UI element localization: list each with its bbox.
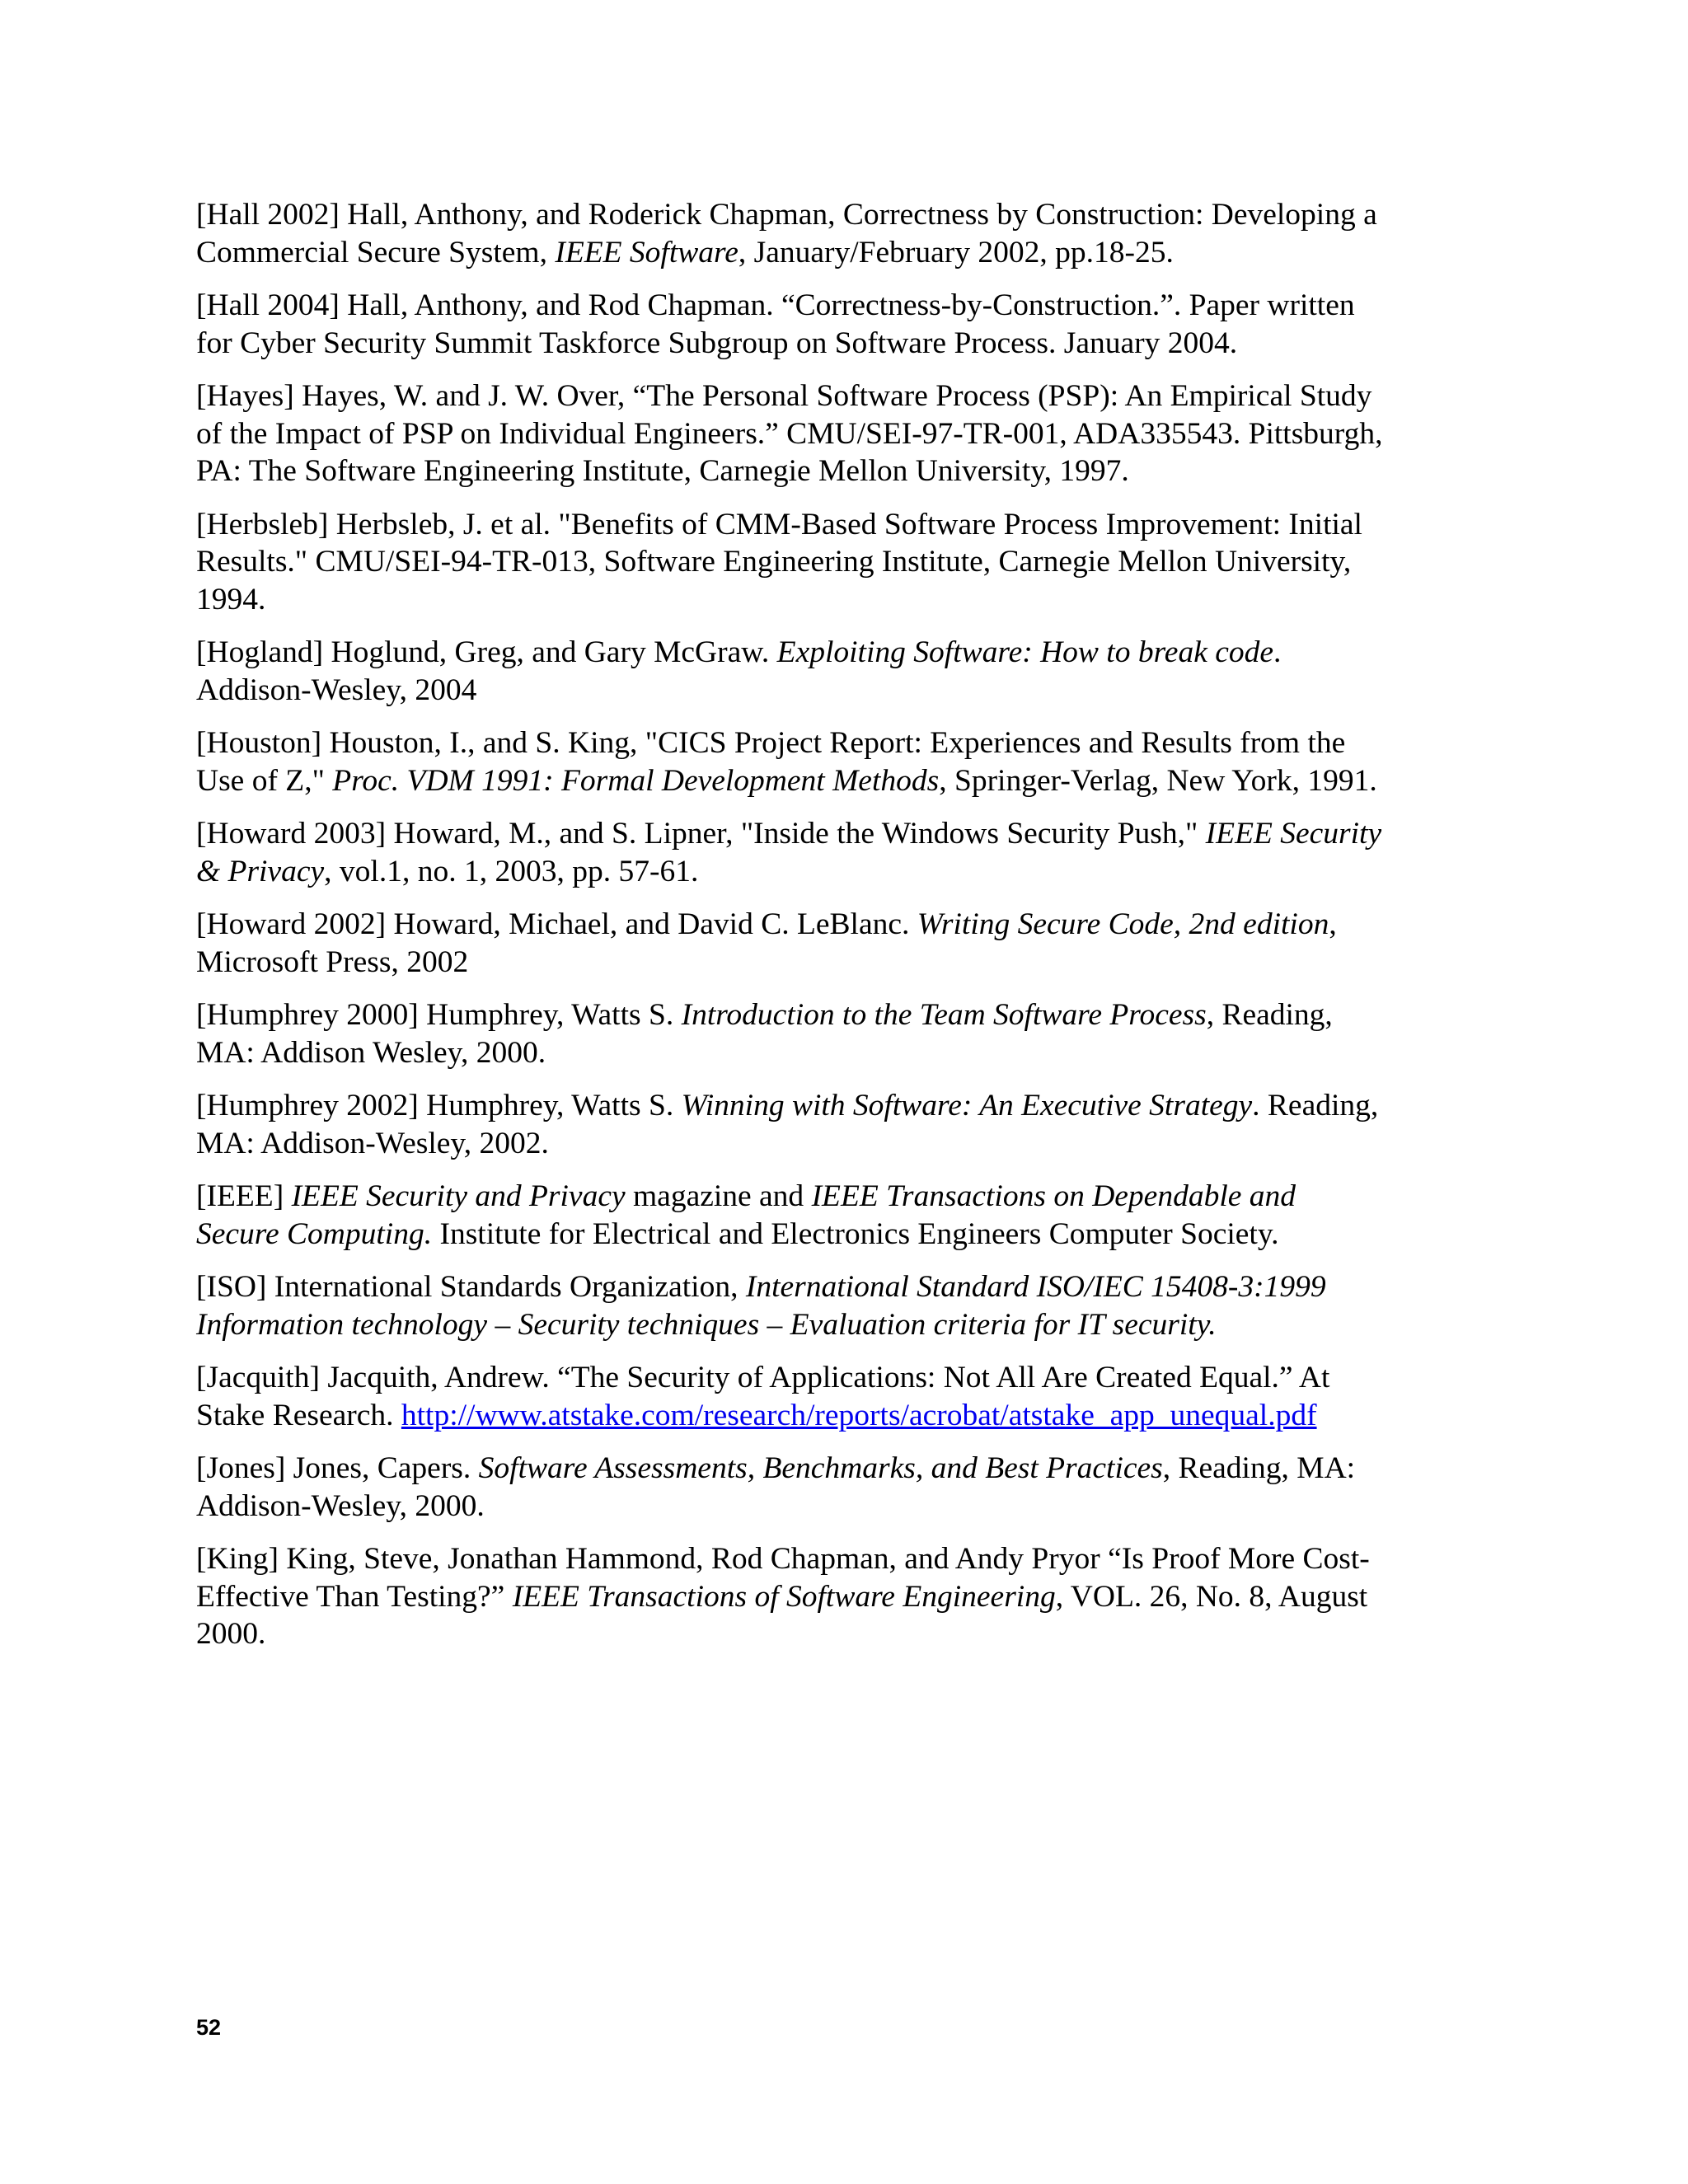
reference-text: [Howard 2003] Howard, M., and S. Lipner, "Inside the Windows Security Push," [196, 817, 1206, 851]
ref-howard-2002 [196, 906, 1383, 981]
ref-hall-2002 [196, 196, 1383, 271]
ref-jacquith [196, 1359, 1383, 1434]
reference-text: [IEEE] [196, 1179, 292, 1213]
ref-ieee [196, 1178, 1383, 1253]
ref-humphrey-2000 [196, 996, 1383, 1071]
reference-text: , Reading, MA: Addison Wesley, 2000. [196, 998, 1333, 1070]
reference-italic-text: IEEE Software [555, 235, 738, 269]
ref-iso [196, 1268, 1383, 1343]
reference-text: [Jones] Jones, Capers. [196, 1451, 479, 1485]
reference-italic-text: IEEE Transactions of Software Engineering [512, 1579, 1056, 1614]
reference-text: , Reading, MA: Addison-Wesley, 2000. [196, 1451, 1356, 1523]
page-number: 52 [196, 2015, 222, 2040]
ref-hayes [196, 377, 1383, 490]
reference-text: , vol.1, no. 1, 2003, pp. 57-61. [324, 854, 699, 888]
reference-italic-text: IEEE Security & Privacy [196, 817, 1382, 888]
reference-text: [Humphrey 2002] Humphrey, Watts S. [196, 1089, 682, 1122]
reference-italic-text: Software Assessments, Benchmarks, and Best Practices [478, 1451, 1163, 1485]
reference-italic-text: Exploiting Software: How to break code [776, 635, 1273, 669]
reference-text: , Springer-Verlag, New York, 1991. [939, 763, 1377, 798]
reference-text: [Howard 2002] Howard, Michael, and David C. LeBlanc. [196, 907, 917, 941]
reference-text: [Humphrey 2000] Humphrey, Watts S. [196, 998, 682, 1032]
reference-text: . Addison-Wesley, 2004 [196, 635, 1282, 707]
reference-text: , Microsoft Press, 2002 [196, 907, 1337, 979]
ref-hall-2004 [196, 287, 1383, 362]
reference-italic-text: Writing Secure Code, 2nd edition [917, 907, 1329, 941]
reference-list [196, 196, 1383, 1669]
reference-italic-text: Proc. VDM 1991: Formal Development Methods [332, 763, 940, 798]
ref-herbsleb [196, 506, 1383, 619]
ref-humphrey-2002 [196, 1087, 1383, 1162]
ref-houston [196, 724, 1383, 799]
reference-italic-text: Introduction to the Team Software Process [681, 998, 1207, 1032]
reference-text: Institute for Electrical and Electronics Engineers Computer Society. [432, 1216, 1279, 1251]
reference-text: [Hall 2004] Hall, Anthony, and Rod Chapman. “Correctness-by-Construction.”. Paper written for Cyber Security Summit Taskforce Subgroup on Software Process. January 2004. [196, 288, 1355, 360]
reference-text: magazine and [625, 1179, 812, 1213]
reference-italic-text: Winning with Software: An Executive Strategy [681, 1089, 1253, 1122]
ref-jones [196, 1450, 1383, 1525]
ref-hogland [196, 634, 1383, 709]
reference-text: [Hall 2002] Hall, Anthony, and Roderick Chapman, Correctness by Construction: Developing a Commercial Secure System, [196, 198, 1377, 269]
reference-italic-text: IEEE Transactions on Dependable and Secure Computing. [196, 1179, 1296, 1251]
reference-text: [Houston] Houston, I., and S. King, "CICS Project Report: Experiences and Results from the Use of Z," [196, 726, 1346, 798]
reference-italic-text: International Standard ISO/IEC 15408-3:1999 Information technology – Security techniques – Evaluation criteria for IT security. [196, 1270, 1326, 1342]
reference-text: [Hogland] Hoglund, Greg, and Gary McGraw. [196, 635, 777, 669]
reference-text: [Hayes] Hayes, W. and J. W. Over, “The Personal Software Process (PSP): An Empirical Study of the Impact of PSP on Individual Engineers.” CMU/SEI-97-TR-001, ADA335543. Pittsburgh, PA: The Software Engineering Institute, Carnegie Mellon University, 1997. [196, 379, 1383, 488]
reference-text: , January/February 2002, pp.18-25. [738, 235, 1174, 269]
reference-italic-text: IEEE Security and Privacy [291, 1179, 626, 1213]
reference-text: [Jacquith] Jacquith, Andrew. “The Security of Applications: Not All Are Created Equal.” At Stake Research. [196, 1361, 1330, 1432]
reference-link[interactable]: http://www.atstake.com/research/reports/acrobat/atstake_app_unequal.pdf [401, 1398, 1317, 1432]
reference-text: [King] King, Steve, Jonathan Hammond, Rod Chapman, and Andy Pryor “Is Proof More Cost-Effective Than Testing?” [196, 1542, 1370, 1614]
ref-howard-2003 [196, 815, 1383, 890]
reference-text: . Reading, MA: Addison-Wesley, 2002. [196, 1089, 1379, 1160]
ref-king [196, 1540, 1383, 1653]
reference-text: [ISO] International Standards Organization, [196, 1270, 746, 1304]
reference-text: , VOL. 26, No. 8, August 2000. [196, 1579, 1368, 1651]
reference-text: [Herbsleb] Herbsleb, J. et al. "Benefits of CMM-Based Software Process Improvement: Initial Results." CMU/SEI-94-TR-013, Software Engineering Institute, Carnegie Mellon University, 1994. [196, 507, 1362, 616]
